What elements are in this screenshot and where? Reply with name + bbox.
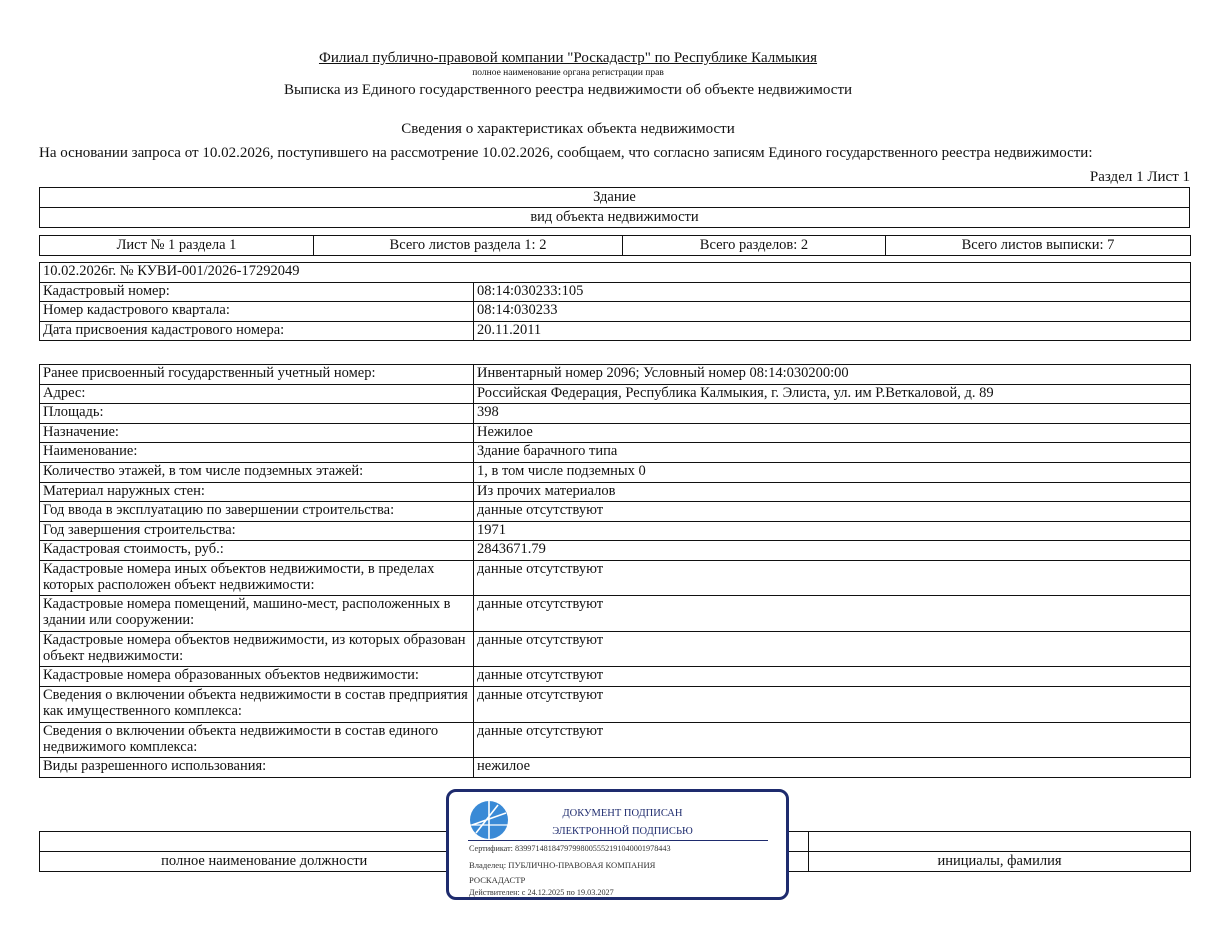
characteristic-value: данные отсутствуют — [474, 596, 1191, 632]
characteristic-label: Кадастровые номера помещений, машино-мест, расположенных в здании или сооружении: — [40, 596, 474, 632]
characteristic-value: нежилое — [474, 758, 1191, 778]
characteristic-value: 1, в том числе подземных 0 — [474, 462, 1191, 482]
characteristic-label: Материал наружных стен: — [40, 482, 474, 502]
info-label: Кадастровый номер: — [40, 282, 474, 302]
characteristic-label: Сведения о включении объекта недвижимости в состав предприятия как имущественного комплекса: — [40, 687, 474, 723]
extract-sheet-count: Всего листов выписки: 7 — [886, 236, 1191, 256]
position-caption: полное наименование должности — [40, 852, 489, 872]
sheet-number: Лист № 1 раздела 1 — [40, 236, 314, 256]
table-row — [40, 521, 1191, 541]
info-value: 20.11.2011 — [474, 321, 1191, 341]
table-row — [40, 758, 1191, 778]
characteristic-value: данные отсутствуют — [474, 631, 1191, 667]
characteristic-label: Виды разрешенного использования: — [40, 758, 474, 778]
info-label: Номер кадастрового квартала: — [40, 302, 474, 322]
characteristic-label: Кадастровая стоимость, руб.: — [40, 541, 474, 561]
stamp-certificate: Сертификат: 83997148184797998005552191040001978443 — [469, 844, 671, 853]
characteristic-label: Кадастровые номера объектов недвижимости, из которых образован объект недвижимости: — [40, 631, 474, 667]
table-row — [40, 560, 1191, 596]
table-row — [40, 667, 1191, 687]
section-sheet-count: Всего листов раздела 1: 2 — [314, 236, 623, 256]
object-type-caption: вид объекта недвижимости — [40, 208, 1190, 228]
registrar-office-caption: полное наименование органа регистрации прав — [472, 68, 664, 78]
section-title: Сведения о характеристиках объекта недвижимости — [401, 121, 735, 137]
characteristic-value: данные отсутствуют — [474, 560, 1191, 596]
cadastral-info-table — [39, 262, 1191, 341]
stamp-owner-continued: РОСКАДАСТР — [469, 875, 526, 885]
characteristic-label: Наименование: — [40, 443, 474, 463]
initials-caption: инициалы, фамилия — [809, 852, 1191, 872]
preamble-text: На основании запроса от 10.02.2026, поступившего на рассмотрение 10.02.2026, сообщаем, что согласно записям Единого государственного реестра недвижимости: — [39, 145, 1093, 161]
stamp-divider — [468, 840, 768, 841]
characteristic-value: Из прочих материалов — [474, 482, 1191, 502]
sheet-info-table — [39, 235, 1191, 256]
stamp-owner: Владелец: ПУБЛИЧНО-ПРАВОВАЯ КОМПАНИЯ — [469, 860, 656, 870]
characteristic-value: 2843671.79 — [474, 541, 1191, 561]
characteristic-value: данные отсутствуют — [474, 667, 1191, 687]
characteristic-label: Кадастровые номера иных объектов недвижимости, в пределах которых расположен объект недвижимости: — [40, 560, 474, 596]
characteristic-label: Ранее присвоенный государственный учетный номер: — [40, 365, 474, 385]
characteristics-table — [39, 364, 1191, 778]
position-field — [40, 832, 489, 852]
table-row — [40, 631, 1191, 667]
characteristic-label: Год завершения строительства: — [40, 521, 474, 541]
characteristic-label: Площадь: — [40, 404, 474, 424]
table-row — [40, 687, 1191, 723]
characteristic-label: Год ввода в эксплуатацию по завершении строительства: — [40, 502, 474, 522]
characteristic-value: Нежилое — [474, 423, 1191, 443]
stamp-validity: Действителен: с 24.12.2025 по 19.03.2027 — [469, 888, 614, 897]
info-value: 08:14:030233 — [474, 302, 1191, 322]
characteristic-value: данные отсутствуют — [474, 502, 1191, 522]
table-row — [40, 482, 1191, 502]
characteristic-label: Адрес: — [40, 384, 474, 404]
characteristic-value: данные отсутствуют — [474, 687, 1191, 723]
table-row — [40, 596, 1191, 632]
section-sheet-reference: Раздел 1 Лист 1 — [1089, 169, 1190, 185]
characteristic-value: Инвентарный номер 2096; Условный номер 08:14:030200:00 — [474, 365, 1191, 385]
registrar-office-name: Филиал публично-правовой компании "Роскадастр" по Республике Калмыкия — [318, 50, 818, 66]
characteristic-label: Кадастровые номера образованных объектов недвижимости: — [40, 667, 474, 687]
table-row — [40, 365, 1191, 385]
stamp-signed-line: ДОКУМЕНТ ПОДПИСАН — [562, 808, 683, 819]
table-row — [40, 404, 1191, 424]
object-type-table — [39, 187, 1190, 228]
table-row — [40, 502, 1191, 522]
record-number: 10.02.2026г. № КУВИ-001/2026-17292049 — [40, 263, 1191, 283]
characteristic-value: данные отсутствуют — [474, 722, 1191, 758]
characteristic-label: Количество этажей, в том числе подземных этажей: — [40, 462, 474, 482]
stamp-signature-line: ЭЛЕКТРОННОЙ ПОДПИСЬЮ — [552, 826, 693, 837]
table-row — [40, 384, 1191, 404]
section-count: Всего разделов: 2 — [623, 236, 886, 256]
table-row — [40, 541, 1191, 561]
characteristic-value: Российская Федерация, Республика Калмыкия, г. Элиста, ул. им Р.Веткаловой, д. 89 — [474, 384, 1191, 404]
table-row — [40, 423, 1191, 443]
characteristic-label: Сведения о включении объекта недвижимости в состав единого недвижимого комплекса: — [40, 722, 474, 758]
initials-field — [809, 832, 1191, 852]
info-value: 08:14:030233:105 — [474, 282, 1191, 302]
table-row — [40, 443, 1191, 463]
characteristic-value: 1971 — [474, 521, 1191, 541]
characteristic-label: Назначение: — [40, 423, 474, 443]
characteristic-value: 398 — [474, 404, 1191, 424]
electronic-signature-stamp — [446, 789, 789, 900]
document-title: Выписка из Единого государственного реестра недвижимости об объекте недвижимости — [283, 82, 853, 98]
table-row — [40, 462, 1191, 482]
object-type: Здание — [40, 188, 1190, 208]
characteristic-value: Здание барачного типа — [474, 443, 1191, 463]
table-row — [40, 722, 1191, 758]
info-label: Дата присвоения кадастрового номера: — [40, 321, 474, 341]
